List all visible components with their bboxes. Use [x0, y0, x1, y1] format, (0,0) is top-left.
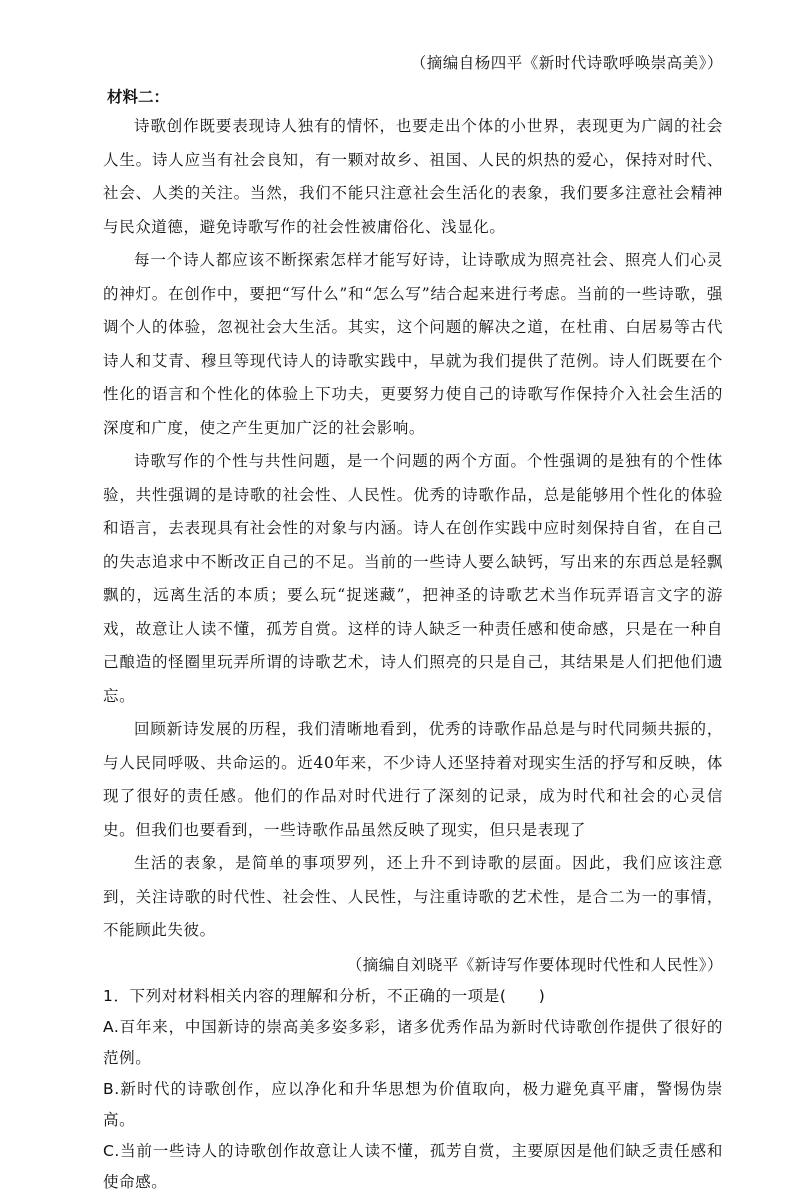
source-citation-1: （摘编自杨四平《新时代诗歌呼唤崇高美》） [410, 54, 723, 72]
paragraph-1: 诗歌创作既要表现诗人独有的情怀，也要走出个体的小世界，表现更为广阔的社会人生。诗人应当有社会良知，有一颗对故乡、祖国、人民的炽热的爱心，保持对时代、社会、人类的关注。当然，我们不能只注意社会生活化的表象，我们要多注意社会精神与民众道德，避免诗歌写作的社会性被庸俗化、浅显化。 [103, 117, 723, 236]
option-b: B.新时代的诗歌创作，应以净化和升华思想为价值取向，极力避免真平庸，警惕伪崇高。 [103, 1079, 723, 1129]
option-a: A.百年来，中国新诗的崇高美多姿多彩，诸多优秀作品为新时代诗歌创作提供了很好的范例。 [103, 1017, 723, 1067]
question-stem: 1．下列对材料相关内容的理解和分析，不正确的一项是( ) [103, 986, 546, 1005]
paragraph-3: 诗歌写作的个性与共性问题，是一个问题的两个方面。个性强调的是独有的个性体验，共性强调的是诗歌的社会性、人民性。优秀的诗歌作品，总是能够用个性化的体验和语言，去表现具有社会性的对象与内涵。诗人在创作实践中应时刻保持自省，在自己的失志追求中不断改正自己的不足。当前的一些诗人要么缺钙，写出来的东西总是轻飘飘的，远离生活的本质；要么玩“捉迷藏”，把神圣的诗歌艺术当作玩弄语言文字的游戏，故意让人读不懂，孤芳自赏。这样的诗人缺乏一种责任感和使命感，只是在一种自己酿造的怪圈里玩弄所谓的诗歌艺术，诗人们照亮的只是自己，其结果是人们把他们遗忘。 [103, 452, 723, 705]
source-citation-2: （摘编自刘晓平《新诗写作要体现时代性和人民性》） [346, 955, 723, 974]
paragraph-4: 回顾新诗发展的历程，我们清晰地看到，优秀的诗歌作品总是与时代同频共振的，与人民同呼吸、共命运的。近40年来，不少诗人还坚持着对现实生活的抒写和反映，体现了很好的责任感。他们的作品对时代进行了深刻的记录，成为时代和社会的心灵信史。但我们也要看到，一些诗歌作品虽然反映了现实，但只是表现了 [103, 720, 723, 839]
option-c: C.当前一些诗人的诗歌创作故意让人读不懂，孤芳自赏，主要原因是他们缺乏责任感和使命感。 [103, 1141, 723, 1191]
material-heading: 材料二： [107, 87, 170, 106]
paragraph-2: 每一个诗人都应该不断探索怎样才能写好诗，让诗歌成为照亮社会、照亮人们心灵的神灯。在创作中，要把“写什么”和“怎么写”结合起来进行考虑。当前的一些诗歌，强调个人的体验，忽视社会大生活。其实，这个问题的解决之道，在杜甫、白居易等古代诗人和艾青、穆旦等现代诗人的诗歌实践中，早就为我们提供了范例。诗人们既要在个性化的语言和个性化的体验上下功夫，更要努力使自己的诗歌写作保持介入社会生活的深度和广度，使之产生更加广泛的社会影响。 [103, 251, 723, 437]
document-page [103, 50, 723, 1198]
paragraph-5: 生活的表象，是简单的事项罗列，还上升不到诗歌的层面。因此，我们应该注意到，关注诗歌的时代性、社会性、人民性，与注重诗歌的艺术性，是合二为一的事情，不能顾此失彼。 [103, 854, 723, 939]
